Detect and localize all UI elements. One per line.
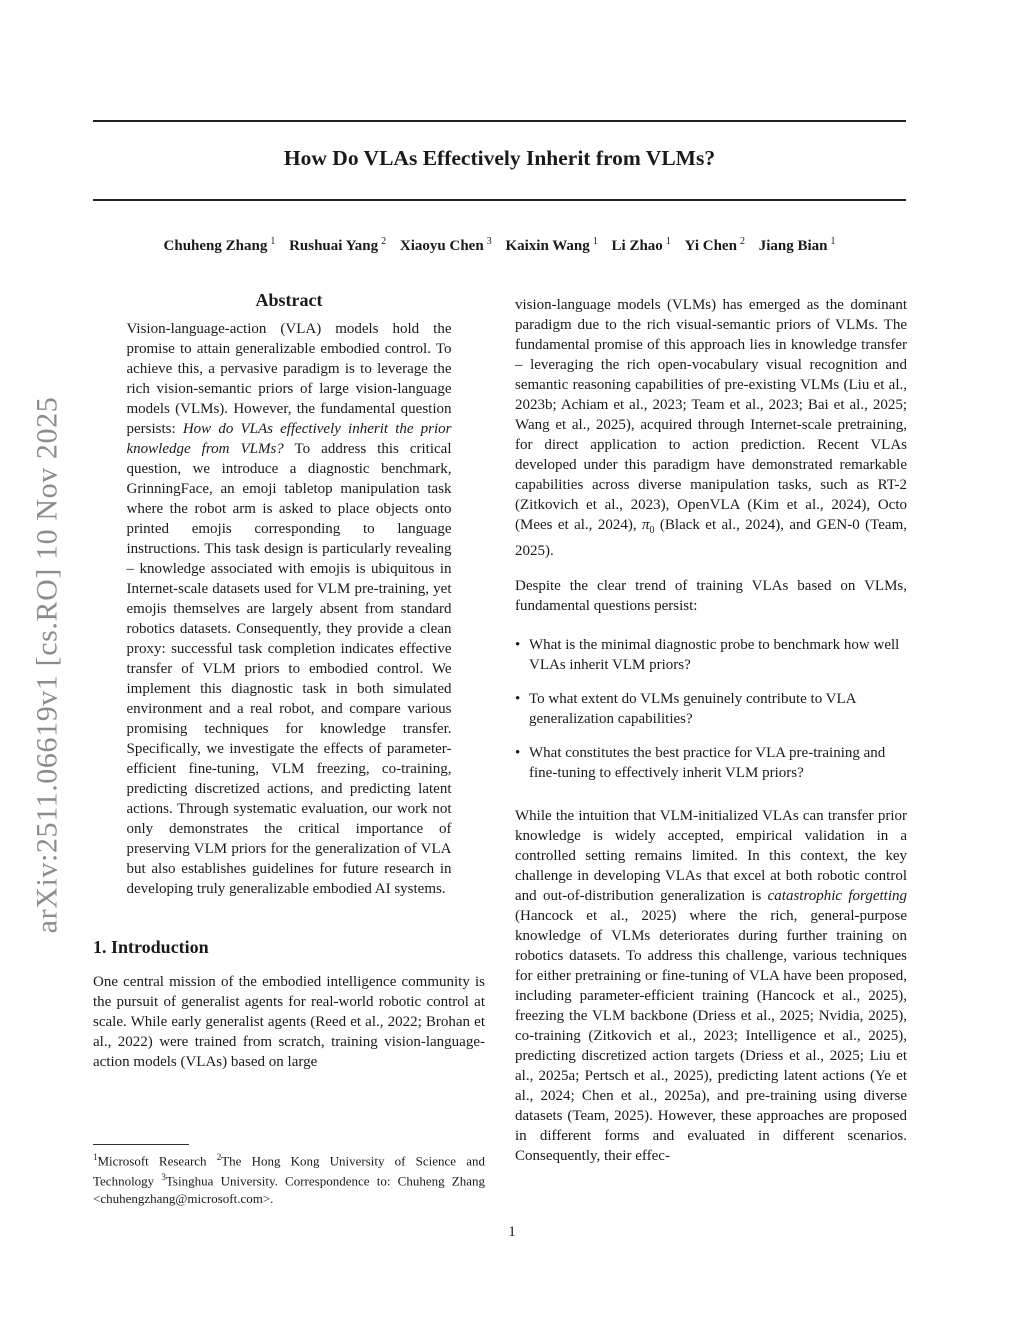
author-affiliation: 2 [739,236,745,247]
abstract-heading: Abstract [255,290,323,310]
author-name: Li Zhao [611,238,663,254]
author-name: Rushuai Yang [289,238,379,254]
author [400,238,492,254]
author-affiliation: 1 [592,236,598,247]
author-affiliation: 2 [381,236,387,247]
list-item: • What is the minimal diagnostic probe to benchmark how well VLAs inherit VLM priors? [515,635,907,675]
author-affiliation: 1 [665,236,671,247]
term-catastrophic-forgetting: catastrophic forgetting [767,888,907,904]
author [685,238,745,254]
intro-paragraph-1-continued: vision-language models (VLMs) has emerged as the dominant paradigm due to the rich visual-semantic priors of VLMs. The fundamental promise of this approach lies in knowledge transfer – leveraging the rich open-vocabulary visual recognition and semantic reasoning capabilities of pre-existing VLMs (Liu et al., 2023b; Achiam et al., 2023; Team et al., 2023; Bai et al., 2025; Wang et al., 2025), acquired through Internet-scale pretraining, for direct application to action prediction. Recent VLAs developed under this paradigm have demonstrated remarkable capabilities across diverse manipulation tasks, such as RT-2 (Zitkovich et al., 2023), OpenVLA (Kim et al., 2024), Octo (Mees et al., 2024), $\pi_0$ (Black et al., 2024), and GEN-0 (Team, 2025). [515,297,907,559]
footnote-rule [93,1144,189,1145]
page-number: 1 [508,1224,516,1240]
abstract-question: How do VLAs effectively inherit the prior knowledge from VLMs? [126,421,452,457]
author-name: Kaixin Wang [505,238,590,254]
author-name: Yi Chen [684,238,737,254]
author-name: Jiang Bian [758,238,828,254]
author-name: Xiaoyu Chen [399,238,484,254]
left-column [93,290,485,1072]
author [612,238,671,254]
author-affiliation: 1 [830,236,836,247]
right-column [515,295,907,1166]
intro-paragraph-2: Despite the clear trend of training VLAs based on VLMs, fundamental questions persist: [515,578,907,614]
affiliation-footnote: $^1$Microsoft Research $^2$The Hong Kong University of Science and Technology $^3$Tsinghua University. Correspondence to: Chuheng Zhang <chuhengzhang@microsoft.com>. [93,1152,485,1206]
author [759,238,836,254]
intro-paragraph-3: While the intuition that VLM-initialized VLAs can transfer prior knowledge is widely accepted, empirical validation in a controlled setting remains limited. In this context, the key challenge in developing VLAs that excel at both robotic control and out-of-distribution generalization is catastrophic forgetting (Hancock et al., 2025) where the rich, general-purpose knowledge of VLMs deteriorates during further training on robotics datasets. To address this challenge, various techniques for either pretraining or fine-tuning of VLA have been proposed, including parameter-efficient training (Hancock et al., 2025), freezing the VLM backbone (Driess et al., 2025; Nvidia, 2025), co-training (Zitkovich et al., 2023; Intelligence et al., 2025), predicting discretized action targets (Driess et al., 2025; Liu et al., 2025a; Pertsch et al., 2025), predicting latent actions (Ye et al., 2024; Chen et al., 2025a), and pre-training using diverse datasets (Team, 2025). However, these approaches are proposed in different forms and evaluated in different scenarios. Consequently, their effec- [515,808,907,1164]
arxiv-stamp [17,370,77,960]
list-item: • To what extent do VLMs genuinely contribute to VLA generalization capabilities? [515,689,907,729]
question-list [515,635,907,783]
author [505,238,597,254]
title-rule-top [93,120,906,122]
intro-paragraph-1: One central mission of the embodied intelligence community is the pursuit of generalist agents for real-world robotic control at scale. While early generalist agents (Reed et al., 2022; Brohan et al., 2022) were trained from scratch, training vision-language-action models (VLAs) based on large [93,974,485,1070]
paper-title: How Do VLAs Effectively Inherit from VLMs? [283,146,716,170]
author [289,238,386,254]
abstract-text: Vision-language-action (VLA) models hold the promise to attain generalizable embodied control. To achieve this, a pervasive paradigm is to leverage the rich vision-semantic priors of large vision-language models (VLMs). However, the fundamental question persists: How do VLAs effectively inherit the prior knowledge from VLMs? To address this critical question, we introduce a diagnostic benchmark, GrinningFace, an emoji tabletop manipulation task where the robot arm is asked to place objects onto printed emojis corresponding to language instructions. This task design is particularly revealing – knowledge associated with emojis is ubiquitous in Internet-scale datasets used for VLM pre-training, yet emojis themselves are largely absent from standard robotics datasets. Consequently, they provide a clean proxy: successful task completion indicates effective transfer of VLM priors to embodied control. We implement this diagnostic task in both simulated environment and a real robot, and compare various promising techniques for knowledge transfer. Specifically, we investigate the effects of parameter-efficient fine-tuning, VLM freezing, co-training, predicting discretized actions, and predicting latent actions. Through systematic evaluation, our work not only demonstrates the critical importance of preserving VLM priors for the generalization of VLA but also establishes guidelines for future research in developing truly generalizable embodied AI systems. [126,321,452,897]
list-item: • What constitutes the best practice for VLA pre-training and fine-tuning to effectively inherit VLM priors? [515,743,907,783]
author [164,238,276,254]
section-heading-introduction: 1. Introduction [93,937,209,957]
author-affiliation: 1 [270,236,276,247]
author-affiliation: 3 [486,236,492,247]
arxiv-identifier: arXiv:2511.06619v1 [cs.RO] 10 Nov 2025 [30,396,64,934]
title-rule-bottom [93,199,906,201]
author-list [93,236,906,255]
author-name: Chuheng Zhang [163,238,268,254]
pi-zero-symbol: $\pi_0$ [641,517,655,536]
